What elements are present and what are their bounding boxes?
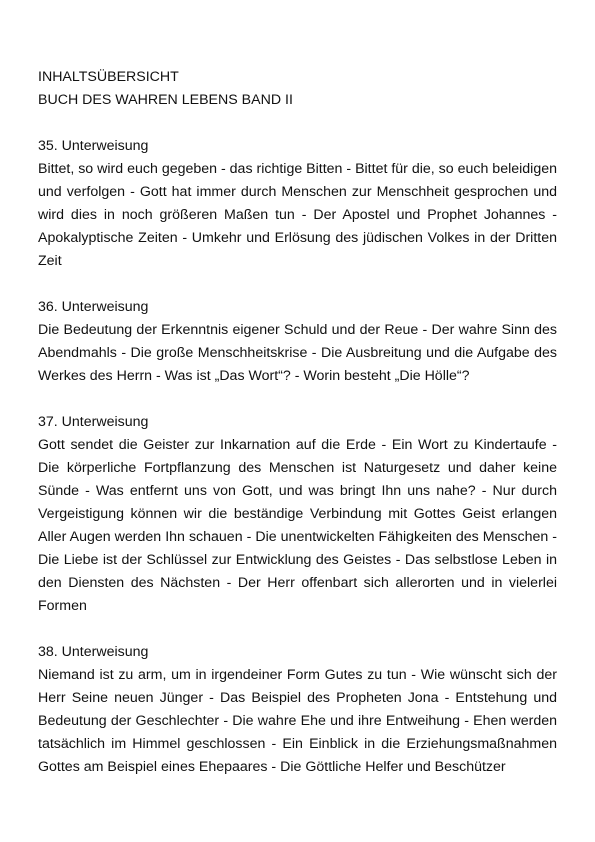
book-title: BUCH DES WAHREN LEBENS BAND II [38,92,293,108]
section-title: 37. Unterweisung [38,414,149,430]
document-page [38,66,557,802]
section-36 [38,296,557,388]
section-body: Niemand ist zu arm, um in irgendeiner Form Gutes zu tun - Wie wünscht sich der Herr Seine neuen Jünger - Das Beispiel des Propheten Jona - Entstehung und Bedeutung der Geschlechter - Die wahre Ehe und ihre Entweihung - Ehen werden tatsächlich im Himmel geschlossen - Ein Einblick in die Erziehungsmaßnahmen Gottes am Beispiel eines Ehepaares - Die Göttliche Helfer und Beschützer [38,667,557,775]
section-body: Gott sendet die Geister zur Inkarnation auf die Erde - Ein Wort zu Kindertaufe - Die körperliche Fortpflanzung des Menschen ist Naturgesetz und daher keine Sünde - Was entfernt uns von Gott, und was bringt Ihn uns nahe? - Nur durch Vergeistigung können wir die beständige Verbindung mit Gottes Geist erlangen Aller Augen werden Ihn schauen - Die unentwickelten Fähigkeiten des Menschen - Die Liebe ist der Schlüssel zur Entwicklung des Geistes - Das selbstlose Leben in den Diensten des Nächsten - Der Herr offenbart sich allerorten und in vielerlei Formen [38,437,557,614]
section-body: Bittet, so wird euch gegeben - das richtige Bitten - Bittet für die, so euch beleidigen und verfolgen - Gott hat immer durch Menschen zur Menschheit gesprochen und wird dies in noch größeren Maßen tun - Der Apostel und Prophet Johannes - Apokalyptische Zeiten - Umkehr und Erlösung des jüdischen Volkes in der Dritten Zeit [38,161,557,269]
section-title: 35. Unterweisung [38,138,149,154]
document-header [38,66,557,112]
section-35 [38,135,557,273]
section-37 [38,411,557,618]
section-38 [38,641,557,779]
section-title: 38. Unterweisung [38,644,149,660]
section-body: Die Bedeutung der Erkenntnis eigener Schuld und der Reue - Der wahre Sinn des Abendmahls - Die große Menschheitskrise - Die Ausbreitung und die Aufgabe des Werkes des Herrn - Was ist „Das Wort“? - Worin besteht „Die Hölle“? [38,322,557,384]
section-title: 36. Unterweisung [38,299,149,315]
document-heading: INHALTSÜBERSICHT [38,69,179,85]
